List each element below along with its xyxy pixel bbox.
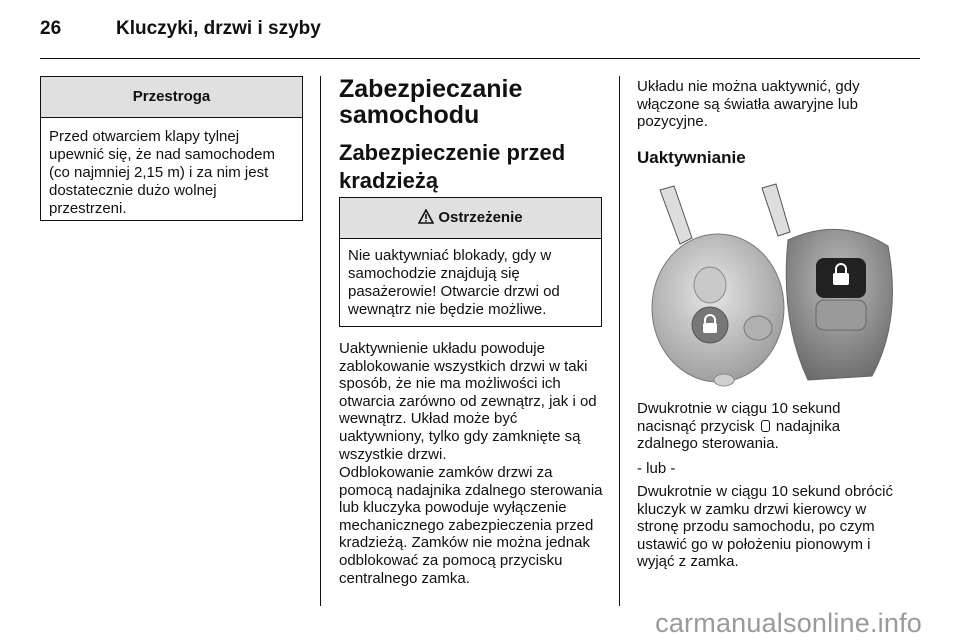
column-divider-1 [320, 76, 321, 606]
page-number: 26 [40, 18, 62, 39]
caution-box [40, 76, 303, 221]
caution-text: Przed otwarciem klapy tylnej upewnić się, że nad samochodem (co najmniej 2,15 m) i za nim jest dostatecznie dużo wolnej przestrzeni. [49, 128, 275, 217]
col2-paragraph-1: Uaktywnienie układu powoduje zablokowanie wszystkich drzwi w taki sposób, że nie ma możliwości ich otwarcia zarówno od zewnątrz, jak i od wewnątrz. Układ może być uaktywniony, tylko gdy zamknięte są wszystkie drzwi. [339, 340, 597, 463]
column-divider-2 [619, 76, 620, 606]
col2-paragraph-2: Odblokowanie zamków drzwi za pomocą nadajnika zdalnego sterowania lub kluczyka powoduje wyłączenie mechanicznego zabezpieczenia przed kradzieżą. Zamków nie można jednak odblokować za pomocą przycisku centralnego zamka. [339, 464, 603, 587]
col3-step2: Dwukrotnie w ciągu 10 sekund obrócić kluczyk w zamku drzwi kierowcy w stronę przodu samochodu, po czym ustawić go w położeniu pionowym i wyjąć z zamka. [637, 483, 893, 571]
padlock-icon [761, 420, 770, 432]
header-rule [40, 58, 920, 59]
activation-heading: Uaktywnianie [637, 148, 746, 167]
watermark: carmanualsonline.info [655, 608, 922, 638]
caution-title: Przestroga [41, 77, 302, 118]
chapter-title: Kluczyki, drzwi i szyby [116, 18, 321, 39]
remote-keys-illustration [640, 180, 902, 390]
warning-text: Nie uaktywniać blokady, gdy w samochodzie znajdują się pasażerowie! Otwarcie drzwi od wewnątrz nie będzie możliwe. [348, 247, 560, 318]
section-title: Zabezpieczanie samochodu [339, 75, 523, 129]
section-subtitle: Zabezpieczenie przed kradzieżą [339, 140, 566, 193]
col3-step1: Dwukrotnie w ciągu 10 sekund nacisnąć przycisk nadajnika zdalnego sterowania. [637, 400, 841, 453]
warning-header [340, 198, 601, 239]
col3-or: - lub - [637, 460, 676, 477]
warning-title: Ostrzeżenie [438, 209, 523, 226]
warning-box [339, 197, 602, 327]
col3-intro: Układu nie można uaktywnić, gdy włączone są światła awaryjne lub pozycyjne. [637, 78, 860, 131]
warning-triangle-icon [418, 200, 434, 240]
